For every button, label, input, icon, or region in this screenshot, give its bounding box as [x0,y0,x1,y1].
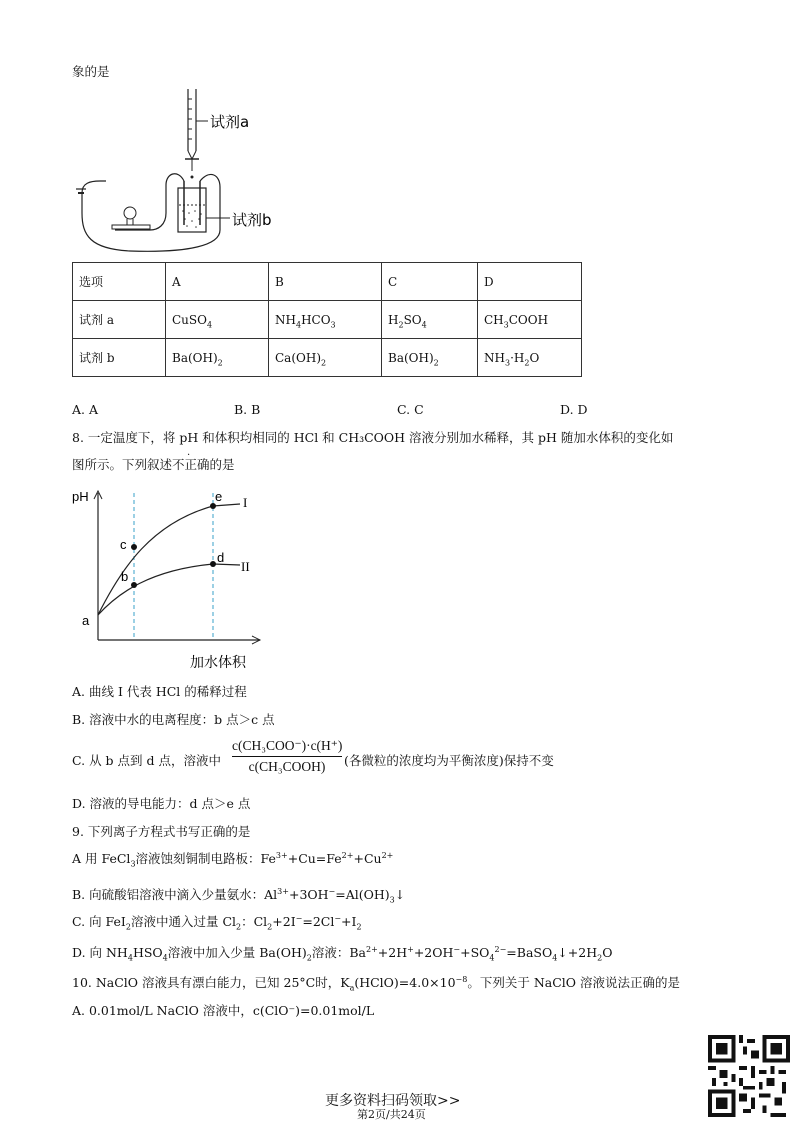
table-row [73,263,582,301]
point-label-e: e [215,489,223,504]
x-axis-label: 加水体积 [190,655,246,671]
point-label-d: d [217,550,225,565]
q9-option-d: D. 向 $NH_4HSO_4$溶液中加入少量 $Ba(OH)_2$溶液：$Ba^{2+}+2H^++2OH^-+SO_4^{2-}=BaSO_4↓+2H_2O$ [72,944,613,963]
fraction-denominator: c(CH₃COOH) [248,759,326,774]
q8-stem-line2: 图所示。下列叙述不正确的是 [72,457,235,472]
table-row [73,301,582,339]
q10-option-a: A. 0.01mol/L NaClO 溶液中，c(ClO⁻)=0.01mol/L [72,1003,375,1018]
q8-option-a: A. 曲线 I 代表 HCl 的稀释过程 [72,684,247,699]
table-cell: 试剂 a [73,301,166,339]
q8-option-b: B. 溶液中水的电离程度：b 点＞c 点 [72,712,275,727]
point-c [131,544,137,550]
q9-option-c: C. 向 FeI$_2$溶液中通入过量 $Cl_2$：$Cl_2+2I^-=2Cl^-+I_2$ [72,913,362,932]
ph-dilution-chart [70,485,270,675]
q8-stem-line1: 8. 一定温度下，将 pH 和体积均相同的 HCl 和 CH₃COOH 溶液分别加水稀释，其 pH 随加水体积的变化如 [72,430,674,445]
qr-code-image [708,1035,790,1117]
table-cell: $NH_3\cdot H_2O$ [478,339,582,377]
reagent-b-label: 试剂b [232,211,272,229]
q8-option-c-fraction [232,738,342,775]
q9-option-b: B. 向硫酸铝溶液中滴入少量氨水：$Al^{3+}+3OH^-=Al(OH)_3↓$ [72,886,406,905]
table-cell: $NH_4HCO_3$ [269,301,382,339]
footer-more-resources: 更多资料扫码领取>> [325,1093,461,1109]
continued-question-text: 象的是 [72,64,110,79]
point-b [131,582,137,588]
point-label-a: a [82,613,90,628]
table-cell: $Ca(OH)_2$ [269,339,382,377]
reagent-a-label: 试剂a [210,113,250,131]
table-cell: $Ba(OH)_2$ [166,339,269,377]
y-axis-label: pH [72,489,89,504]
point-label-b: b [121,569,129,584]
footer-page-number: 第2页/共24页 [357,1108,426,1121]
q8-option-c-suffix: (各微粒的浓度均为平衡浓度)保持不变 [344,753,554,768]
q7-choice-d: D. D [560,402,588,417]
curve-II [98,564,240,615]
q7-choice-c: C. C [397,402,424,417]
table-header-cell: A [166,263,269,301]
q8-option-c-prefix: C. 从 b 点到 d 点，溶液中 [72,753,221,768]
table-cell: $Ba(OH)_2$ [382,339,478,377]
table-cell: $H_2SO_4$ [382,301,478,339]
point-label-c: c [120,537,127,552]
curve-label-II: II [241,559,250,574]
table-header-cell: C [382,263,478,301]
point-d [210,561,216,567]
table-header-cell: D [478,263,582,301]
table-cell: 试剂 b [73,339,166,377]
table-row [73,339,582,377]
q7-options-table [72,262,582,377]
q9-stem: 9. 下列离子方程式书写正确的是 [72,824,251,839]
table-cell: CuSO$_4$ [166,301,269,339]
table-header-cell: 选项 [73,263,166,301]
conductivity-apparatus-diagram [70,85,290,255]
q7-choice-b: B. B [234,402,261,417]
q7-choice-a: A. A [72,402,99,417]
q9-option-a: A 用 FeCl$_3$溶液蚀刻铜制电路板：$Fe^{3+}+Cu=Fe^{2+}+Cu^{2+}$ [72,850,394,869]
table-cell: $CH_3COOH$ [478,301,582,339]
curve-label-I: I [243,495,248,510]
q8-option-d: D. 溶液的导电能力：d 点＞e 点 [72,796,251,811]
table-header-cell: B [269,263,382,301]
q10-stem: 10. NaClO 溶液具有漂白能力，已知 25°C时，$K_a(HClO)=4.0\times 10^{-8}$。下列关于 NaClO 溶液说法正确的是 [72,974,680,993]
fraction-numerator: c(CH₃COO⁻)·c(H⁺) [232,738,342,757]
